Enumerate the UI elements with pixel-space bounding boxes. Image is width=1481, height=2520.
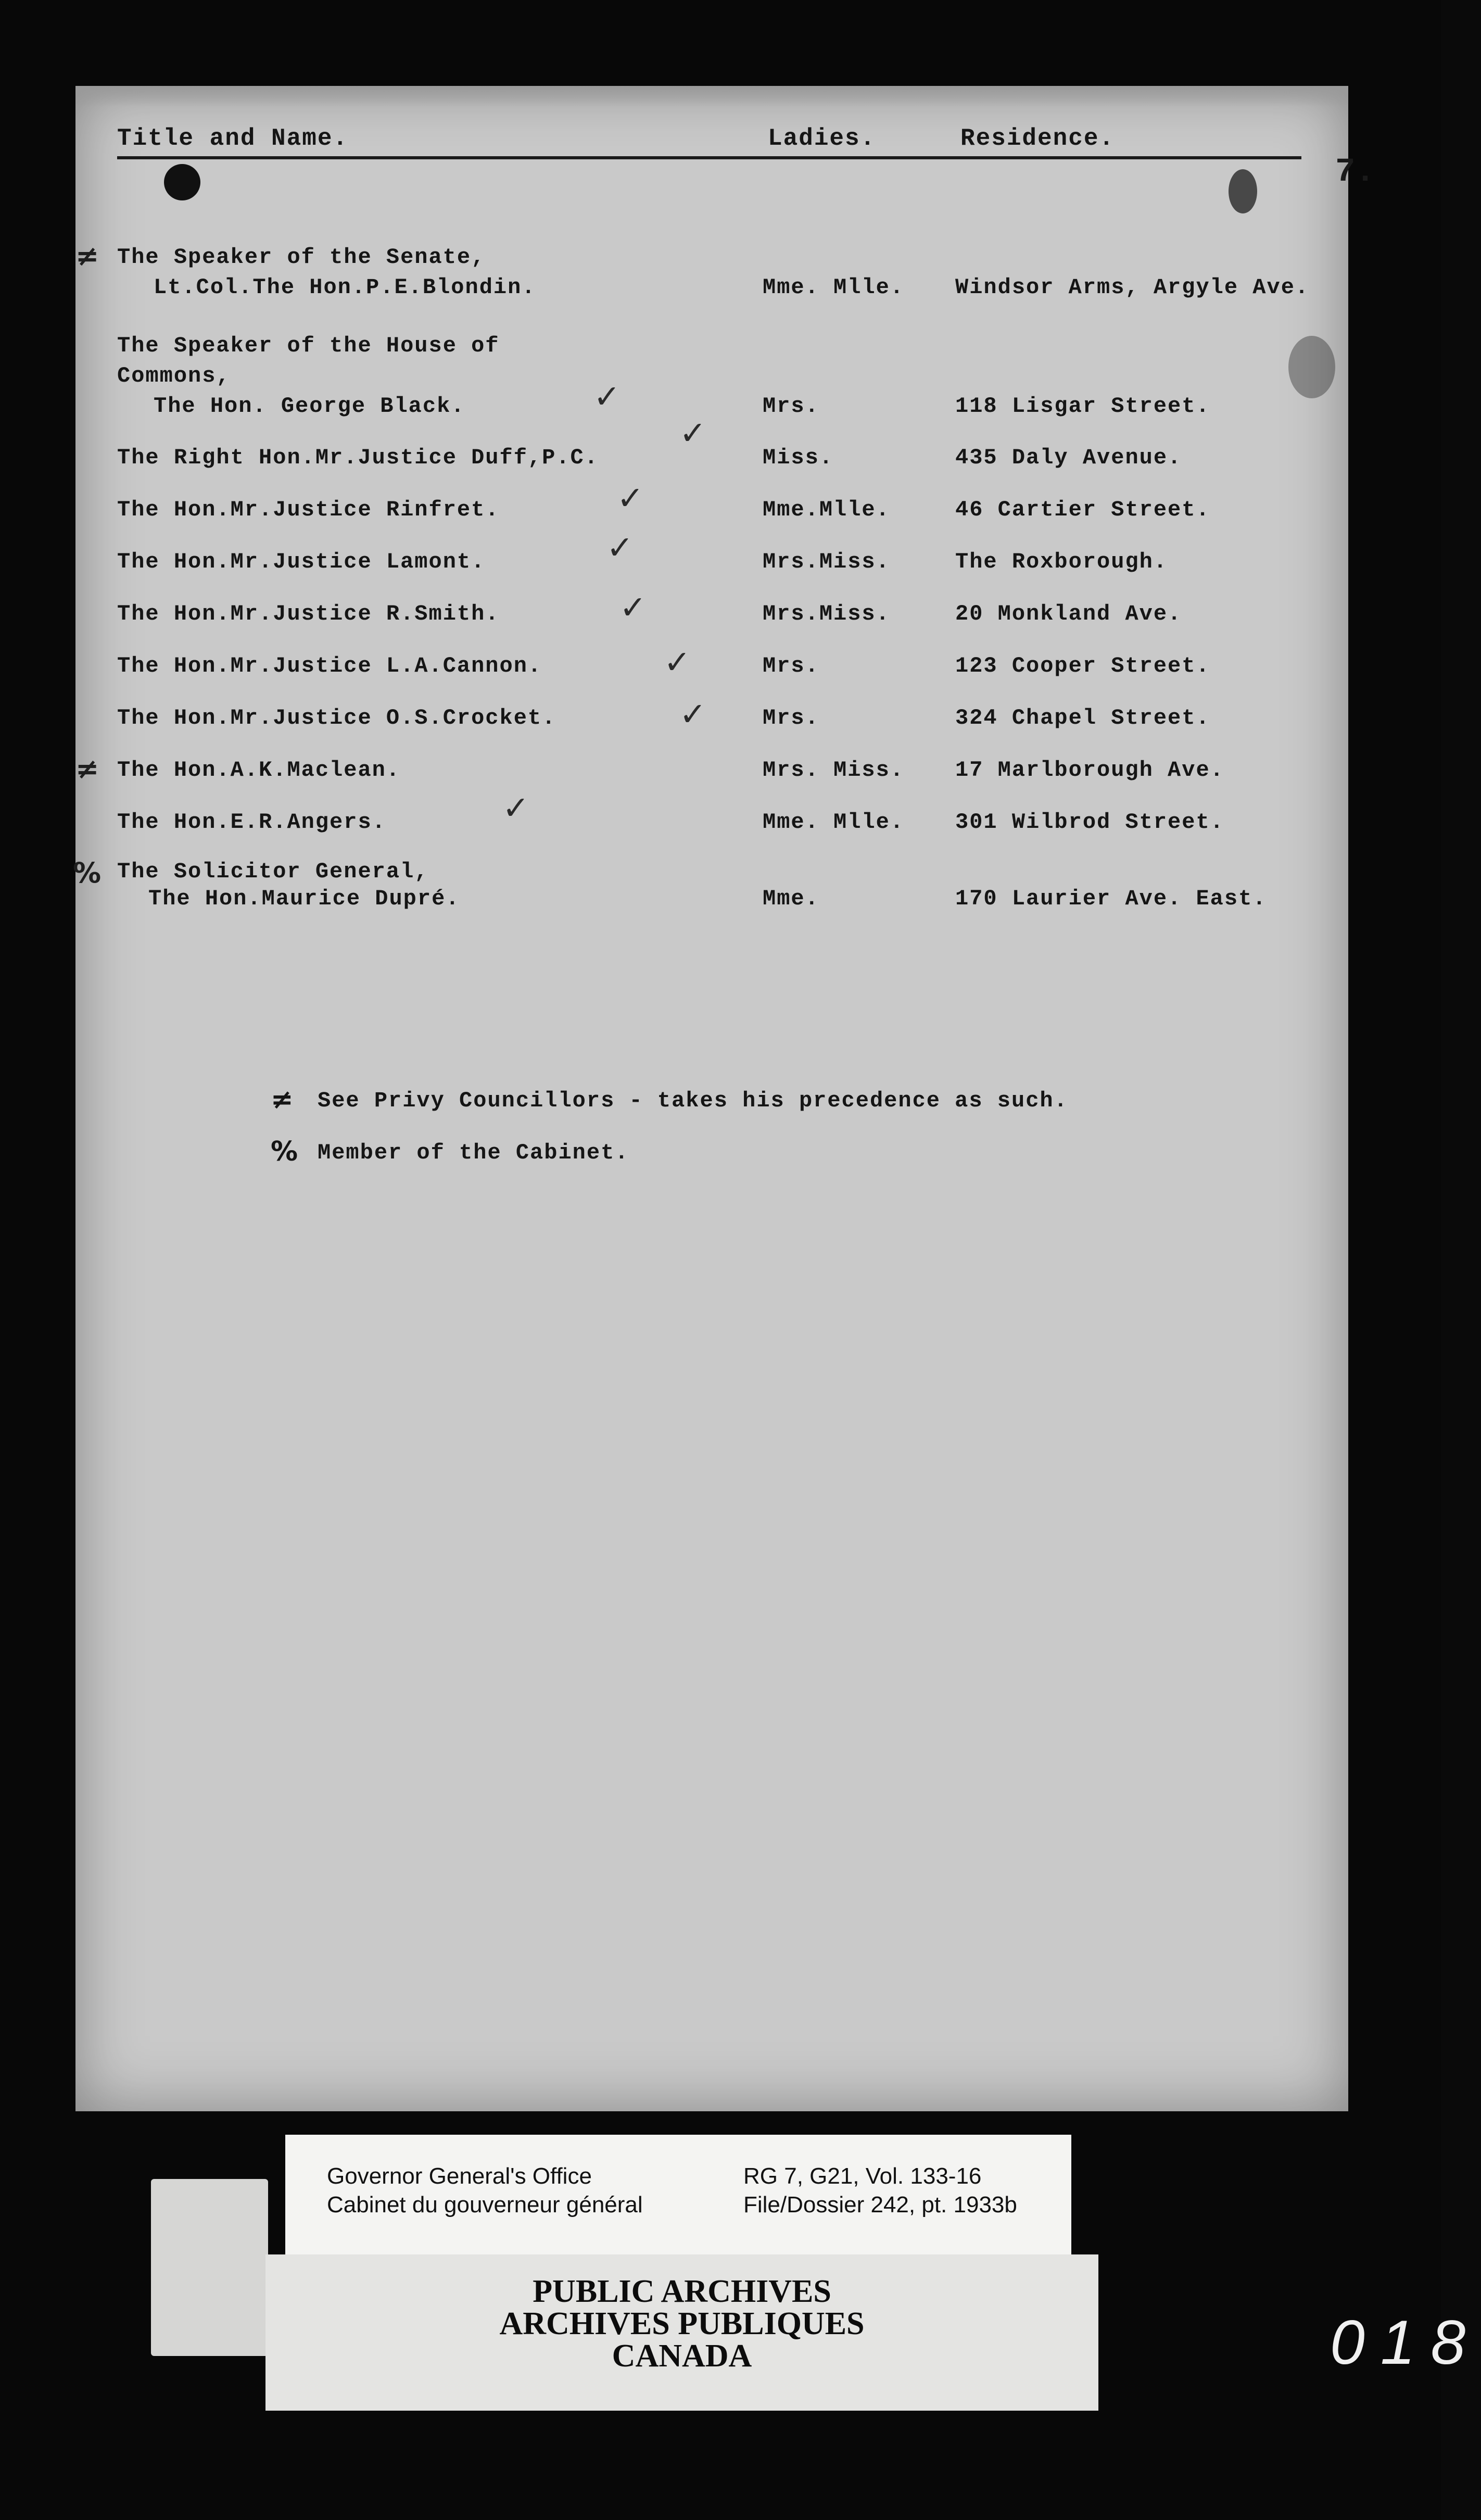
row-residence: The Roxborough. (955, 549, 1168, 574)
stamp-line-french: ARCHIVES PUBLIQUES (499, 2306, 865, 2341)
row-name: The Hon.Mr.Justice Lamont. (117, 549, 486, 574)
checkmark-icon: ✓ (664, 643, 692, 681)
row-ladies: Miss. (763, 445, 834, 470)
checkmark-icon: ✓ (617, 479, 645, 517)
row-name: The Hon.Mr.Justice L.A.Cannon. (117, 653, 542, 678)
row-ladies: Mrs. (763, 653, 819, 678)
row-ladies: Mrs. (763, 394, 819, 419)
stamp-line-english: PUBLIC ARCHIVES (533, 2274, 831, 2309)
row-ladies: Mme. Mlle. (763, 275, 905, 300)
row-title: The Speaker of the Senate, (117, 245, 486, 270)
row-name: The Hon.Maurice Dupré. (148, 886, 460, 911)
stamp-tab (151, 2179, 268, 2356)
checkmark-icon: ✓ (606, 528, 635, 566)
footnote-text: See Privy Councillors - takes his precedence as such. (318, 1088, 1068, 1113)
public-archives-stamp (265, 2254, 1098, 2411)
header-title-and-name: Title and Name. (117, 125, 349, 152)
punch-hole (164, 164, 200, 200)
row-name: The Hon.Mr.Justice R.Smith. (117, 601, 500, 626)
row-residence: Windsor Arms, Argyle Ave. (955, 275, 1310, 300)
row-name: The Hon. George Black. (154, 394, 465, 419)
record-group-reference: RG 7, G21, Vol. 133-16 (743, 2163, 982, 2189)
checkmark-icon: ✓ (619, 588, 648, 626)
row-name: The Right Hon.Mr.Justice Duff,P.C. (117, 445, 599, 470)
ink-blot (1229, 169, 1257, 213)
row-ladies: Mme.Mlle. (763, 497, 890, 522)
checkmark-icon: ✓ (502, 789, 530, 827)
cabinet-member-mark: % (271, 1136, 299, 1167)
office-english: Governor General's Office (327, 2163, 592, 2189)
row-residence: 20 Monkland Ave. (955, 601, 1182, 626)
header-underline (117, 156, 1301, 159)
page-edge (75, 86, 1348, 107)
header-ladies: Ladies. (768, 125, 876, 152)
row-title-cont: Commons, (117, 363, 231, 388)
checkmark-icon: ✓ (679, 414, 707, 452)
row-residence: 17 Marlborough Ave. (955, 758, 1224, 783)
row-ladies: Mme. Mlle. (763, 810, 905, 835)
row-residence: 118 Lisgar Street. (955, 394, 1210, 419)
row-residence: 123 Cooper Street. (955, 653, 1210, 678)
row-residence: 324 Chapel Street. (955, 705, 1210, 730)
row-residence: 170 Laurier Ave. East. (955, 886, 1267, 911)
row-name: Lt.Col.The Hon.P.E.Blondin. (154, 275, 536, 300)
row-title: The Speaker of the House of (117, 333, 500, 358)
stamp-line-country: CANADA (612, 2338, 752, 2374)
stain (1288, 336, 1335, 398)
microfilm-frame-number: 018 (1330, 2308, 1481, 2377)
row-name: The Hon.E.R.Angers. (117, 810, 386, 835)
privy-councillor-mark: ≠ (75, 752, 100, 785)
privy-councillor-mark: ≠ (271, 1084, 295, 1115)
privy-councillor-mark: ≠ (75, 240, 100, 272)
footnote-text: Member of the Cabinet. (318, 1140, 629, 1165)
office-french: Cabinet du gouverneur général (327, 2192, 643, 2217)
row-name: The Hon.Mr.Justice O.S.Crocket. (117, 705, 556, 730)
header-residence: Residence. (960, 125, 1115, 152)
archive-reference-label (285, 2135, 1071, 2262)
row-ladies: Mrs. (763, 705, 819, 730)
row-residence: 435 Daly Avenue. (955, 445, 1182, 470)
row-ladies: Mme. (763, 886, 819, 911)
row-ladies: Mrs.Miss. (763, 601, 890, 626)
row-title: The Solicitor General, (117, 859, 429, 884)
row-name: The Hon.Mr.Justice Rinfret. (117, 497, 500, 522)
checkmark-icon: ✓ (593, 377, 622, 415)
row-ladies: Mrs.Miss. (763, 549, 890, 574)
row-ladies: Mrs. Miss. (763, 758, 905, 783)
row-residence: 46 Cartier Street. (955, 497, 1210, 522)
cabinet-member-mark: % (73, 856, 103, 889)
row-name: The Hon.A.K.Maclean. (117, 758, 401, 783)
page-number: 7. (1335, 154, 1375, 191)
checkmark-icon: ✓ (679, 695, 707, 733)
file-reference: File/Dossier 242, pt. 1933b (743, 2192, 1017, 2217)
row-residence: 301 Wilbrod Street. (955, 810, 1224, 835)
